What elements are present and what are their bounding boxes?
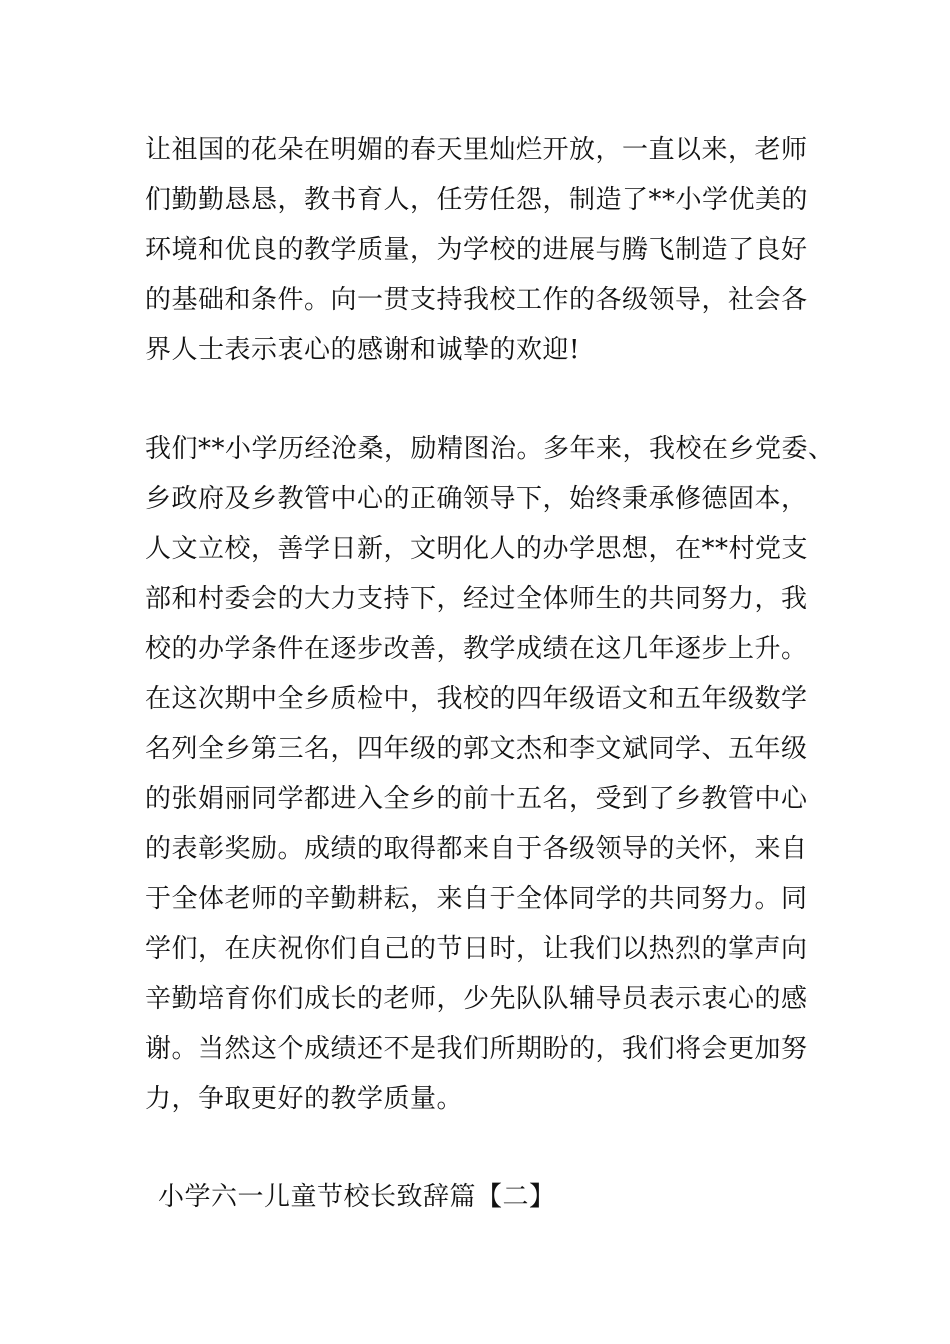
paragraph-line: 辛勤培育你们成长的老师，少先队队辅导员表示衷心的感 (145, 984, 808, 1014)
section-heading: 小学六一儿童节校长致辞篇【二】 (158, 1182, 556, 1212)
paragraph-line: 校的办学条件在逐步改善，教学成绩在这几年逐步上升。 (145, 634, 808, 664)
paragraph-line: 的张娟丽同学都进入全乡的前十五名，受到了乡教管中心 (145, 784, 808, 814)
paragraph-line: 部和村委会的大力支持下，经过全体师生的共同努力，我 (145, 584, 808, 614)
paragraph-line: 名列全乡第三名，四年级的郭文杰和李文斌同学、五年级 (145, 734, 808, 764)
paragraph-line: 们勤勤恳恳，教书育人，任劳任怨，制造了**小学优美的 (145, 185, 809, 215)
paragraph-line: 让祖国的花朵在明媚的春天里灿烂开放，一直以来，老师 (145, 135, 808, 165)
paragraph-line: 于全体老师的辛勤耕耘，来自于全体同学的共同努力。同 (145, 884, 808, 914)
paragraph-1 (145, 125, 835, 375)
paragraph-line: 的表彰奖励。成绩的取得都来自于各级领导的关怀，来自 (145, 834, 808, 864)
paragraph-line: 界人士表示衷心的感谢和诚挚的欢迎! (145, 335, 580, 365)
paragraph-2 (145, 424, 835, 1124)
paragraph-line: 在这次期中全乡质检中，我校的四年级语文和五年级数学 (145, 684, 808, 714)
paragraph-line: 学们，在庆祝你们自己的节日时，让我们以热烈的掌声向 (145, 934, 808, 964)
paragraph-line: 力，争取更好的教学质量。 (145, 1084, 464, 1114)
paragraph-line: 的基础和条件。向一贯支持我校工作的各级领导，社会各 (145, 285, 808, 315)
paragraph-line: 人文立校，善学日新，文明化人的办学思想，在**村党支 (145, 534, 809, 564)
paragraph-line: 谢。当然这个成绩还不是我们所期盼的，我们将会更加努 (145, 1034, 808, 1064)
paragraph-line: 我们**小学历经沧桑，励精图治。多年来，我校在乡党委、 (145, 434, 835, 464)
paragraph-line: 环境和优良的教学质量，为学校的进展与腾飞制造了良好 (145, 235, 808, 265)
paragraph-line: 乡政府及乡教管中心的正确领导下，始终秉承修德固本， (145, 484, 808, 514)
